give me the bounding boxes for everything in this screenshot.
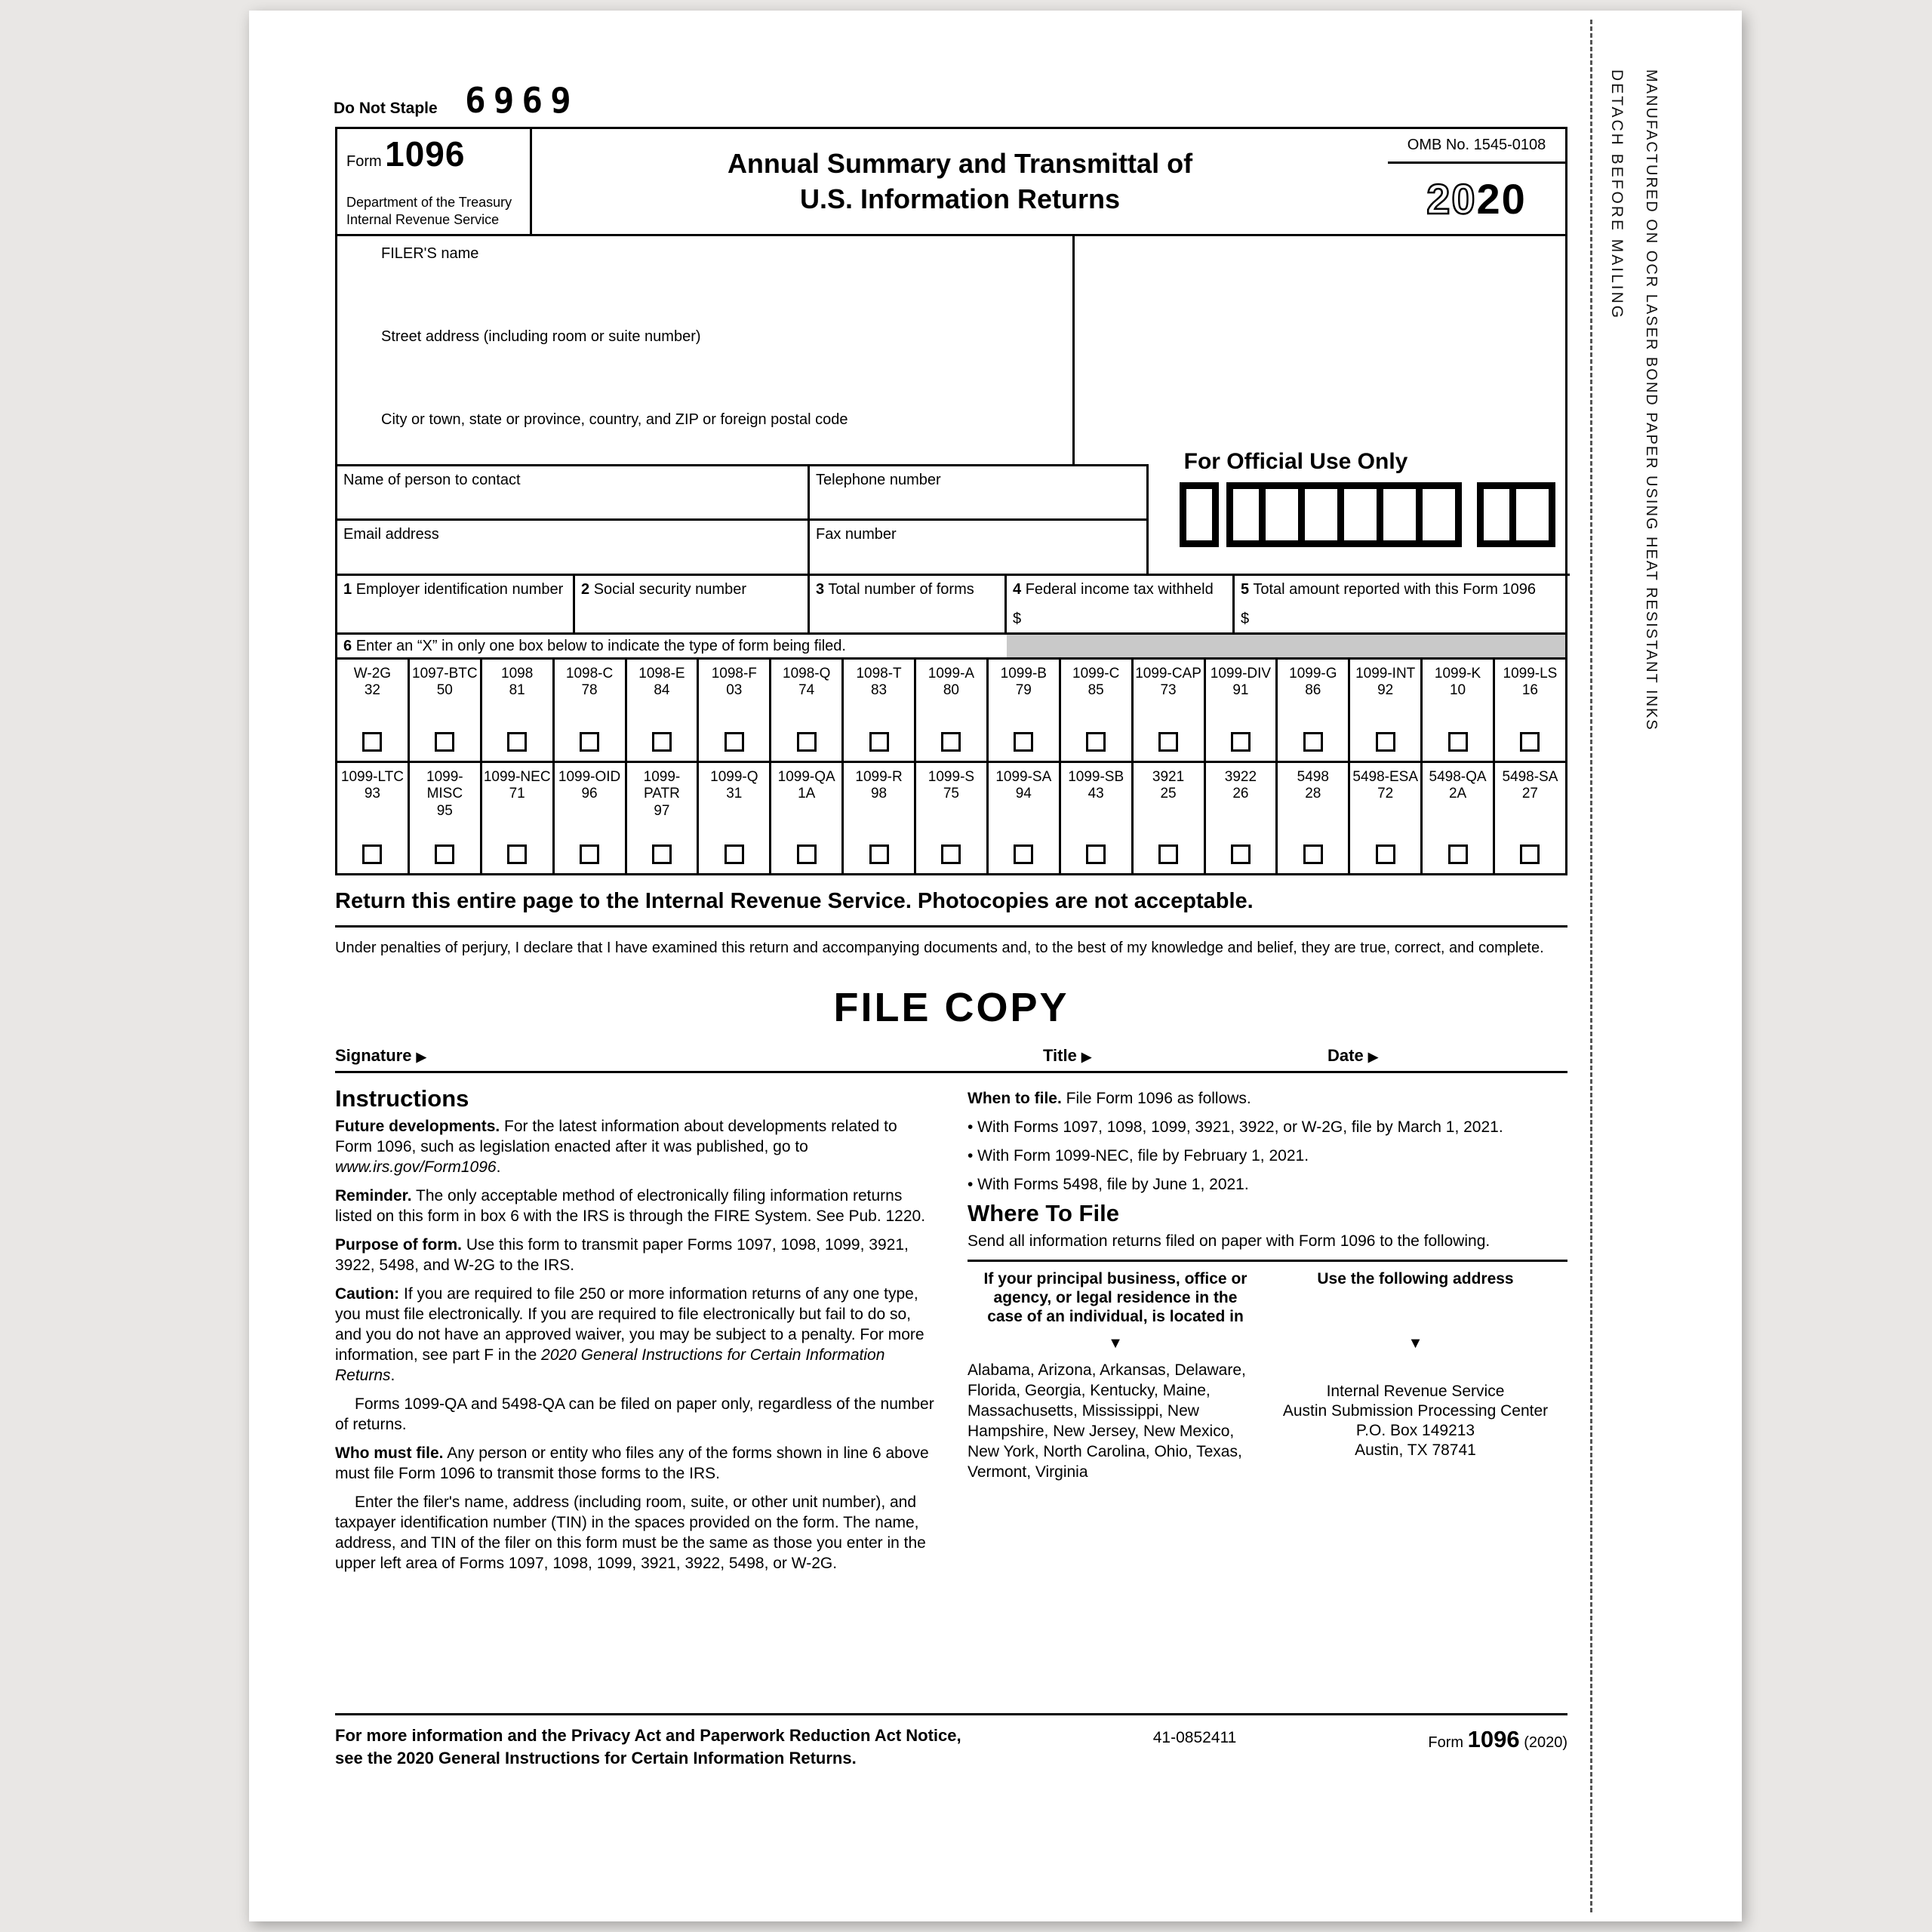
form-type-cell <box>1206 763 1278 873</box>
barcode-box <box>1180 482 1219 547</box>
barcode-pair <box>1477 482 1555 547</box>
form-type-name: 3922 <box>1224 769 1257 785</box>
filer-info-field[interactable] <box>337 236 1075 464</box>
mailing-address: Internal Revenue Service Austin Submission Processing Center P.O. Box 149213 Austin, TX 78741 <box>1282 1383 1549 1459</box>
field-2-label: Social security number <box>593 581 746 598</box>
checkbox-1098-c[interactable] <box>580 732 599 752</box>
form-type-cell <box>627 763 700 873</box>
form-type-cell <box>844 763 916 873</box>
form-type-cell <box>1206 660 1278 761</box>
form-type-name: 1098 <box>501 666 534 681</box>
checkbox-3921[interactable] <box>1158 844 1178 864</box>
form-type-code: 03 <box>726 682 743 699</box>
arrow-right-icon: ▶ <box>1367 1050 1378 1064</box>
omb-number: OMB No. 1545-0108 <box>1388 129 1565 164</box>
form-type-grid-row1 <box>337 657 1565 761</box>
form-type-name: 1099-QA <box>777 769 835 785</box>
field-5-label: Total amount reported with this Form 1096 <box>1253 581 1536 598</box>
arrow-down-icon: ▼ <box>1407 1335 1423 1352</box>
instructions-heading: Instructions <box>335 1085 469 1112</box>
checkbox-1099-sa[interactable] <box>1014 844 1033 864</box>
form-type-name: 1099-S <box>928 769 975 785</box>
form-type-cell <box>771 660 844 761</box>
paragraph-future-developments: Future developments. For the latest information about developments related to Form 1096, such as legislation enacted after it was published, go to www.irs.gov/Form1096. <box>335 1118 897 1176</box>
form-type-code: 71 <box>509 786 525 802</box>
form-word: Form <box>346 153 382 170</box>
checkbox-1099-cap[interactable] <box>1158 732 1178 752</box>
bullet-forms-w2g: • With Forms 1097, 1098, 1099, 3921, 3922, or W-2G, file by March 1, 2021. <box>968 1118 1503 1136</box>
form-type-cell <box>1495 763 1565 873</box>
email-label: Email address <box>343 526 439 543</box>
form-type-cell <box>1350 763 1423 873</box>
form-type-code: 96 <box>581 786 598 802</box>
contact-name-label: Name of person to contact <box>343 472 521 488</box>
date-label: Date ▶ <box>1327 1046 1378 1065</box>
form-type-code: 25 <box>1160 786 1177 802</box>
form-type-cell <box>410 660 482 761</box>
paragraph-enter-filer: Enter the filer's name, address (including room, suite, or other unit number), and taxpayer identification number (TIN) in the spaces provided on the form. The name, address, and TIN of the filer on this form must be the same as those you enter in the upper left area of Forms 1097, 1098, 1099, 3921, 3922, 5498, or W-2G. <box>335 1494 926 1572</box>
form-type-name: 1099-LTC <box>340 769 404 785</box>
form-type-code: 27 <box>1521 786 1538 802</box>
dollar-sign: $ <box>1241 611 1250 627</box>
form-type-code: 2A <box>1448 786 1467 802</box>
dollar-sign: $ <box>1013 611 1022 627</box>
form-type-name: 1099-SB <box>1068 769 1124 785</box>
checkbox-1099-q[interactable] <box>724 844 744 864</box>
form-type-name: 5498-SA <box>1502 769 1558 785</box>
form-type-name: 3921 <box>1152 769 1185 785</box>
field-6-number: 6 <box>343 638 352 654</box>
form-type-code: 1A <box>798 786 816 802</box>
checkbox-1099-int[interactable] <box>1376 732 1395 752</box>
bullet-1099-nec: • With Form 1099-NEC, file by February 1, 2021. <box>968 1147 1309 1164</box>
paragraph-when-to-file: When to file. File Form 1096 as follows. <box>968 1090 1251 1107</box>
where-to-file-heading: Where To File <box>968 1200 1119 1226</box>
omb-year-block <box>1388 129 1565 234</box>
signature-line[interactable] <box>335 1040 1567 1073</box>
paragraph-qa-paper: Forms 1099-QA and 5498-QA can be filed on paper only, regardless of the number of returns. <box>335 1395 934 1433</box>
checkbox-1098[interactable] <box>507 732 527 752</box>
form-type-cell <box>627 660 700 761</box>
form-type-code: 91 <box>1232 682 1249 699</box>
form-type-cell <box>1495 660 1565 761</box>
checkbox-w2g[interactable] <box>362 732 382 752</box>
detach-before-mailing-text: DETACH BEFORE MAILING <box>1608 69 1626 321</box>
contact-name-field[interactable] <box>337 464 810 518</box>
form-type-name: 1098-T <box>856 666 902 681</box>
form-type-code: 85 <box>1088 682 1104 699</box>
bullet-5498: • With Forms 5498, file by June 1, 2021. <box>968 1176 1249 1193</box>
form-type-code: 72 <box>1377 786 1394 802</box>
form-type-cell <box>1061 763 1134 873</box>
do-not-staple-label: Do Not Staple <box>334 100 438 117</box>
divider <box>335 925 1567 928</box>
form-type-name: 1098-C <box>565 666 614 681</box>
form-title <box>532 129 1388 234</box>
form-type-cell <box>337 763 410 873</box>
field-2-number: 2 <box>581 581 590 598</box>
checkbox-1098-e[interactable] <box>652 732 672 752</box>
signature-label: Signature ▶ <box>335 1046 426 1065</box>
form-type-name: 1099-INT <box>1355 666 1416 681</box>
form-type-name: 1099-LS <box>1503 666 1558 681</box>
paragraph-send-returns: Send all information returns filed on paper with Form 1096 to the following. <box>968 1232 1491 1250</box>
fax-label: Fax number <box>816 526 897 543</box>
states-list: Alabama, Arizona, Arkansas, Delaware, Florida, Georgia, Kentucky, Maine, Massachusetts, Mississippi, New Hampshire, New Jersey, New Mexico, New York, North Carolina, Ohio, Texas, Vermont, Virginia <box>968 1361 1246 1481</box>
form-type-cell <box>482 763 555 873</box>
field-1-number: 1 <box>343 581 352 598</box>
form-footer <box>335 1713 1567 1769</box>
form-type-name: 1097-BTC <box>412 666 478 681</box>
form-type-name: 1099-PATR <box>643 769 681 802</box>
tax-year-outline: 20 <box>1426 175 1477 223</box>
field-5-number: 5 <box>1241 581 1250 598</box>
field-3-number: 3 <box>816 581 825 598</box>
form-type-cell <box>844 660 916 761</box>
form-type-cell <box>916 660 989 761</box>
form-type-code: 50 <box>436 682 453 699</box>
ein-field[interactable] <box>337 574 575 632</box>
checkbox-1099-s[interactable] <box>941 844 961 864</box>
tax-year <box>1388 164 1565 234</box>
checkbox-3922[interactable] <box>1231 844 1251 864</box>
tax-year-bold: 20 <box>1476 175 1527 223</box>
checkbox-1099-a[interactable] <box>941 732 961 752</box>
form-type-name: 1099-OID <box>558 769 621 785</box>
form-type-name: 5498 <box>1297 769 1329 785</box>
checkbox-1099-ltc[interactable] <box>362 844 382 864</box>
checkbox-1099-nec[interactable] <box>507 844 527 864</box>
form-type-name: 5498-QA <box>1429 769 1487 785</box>
checkbox-1099-c[interactable] <box>1086 732 1106 752</box>
form-type-name: 1099-B <box>1000 666 1047 681</box>
form-type-cell <box>1350 660 1423 761</box>
form-type-code: 28 <box>1305 786 1321 802</box>
paragraph-who-must-file: Who must file. Any person or entity who files any of the forms shown in line 6 above must file Form 1096 to transmit those forms to the IRS. <box>335 1444 929 1482</box>
form-type-cell <box>771 763 844 873</box>
form-1096-box <box>335 127 1567 875</box>
form-type-code: 32 <box>364 682 380 699</box>
form-type-code: 43 <box>1088 786 1104 802</box>
catalog-number: 41-0852411 <box>1152 1729 1237 1746</box>
checkbox-1099-b[interactable] <box>1014 732 1033 752</box>
form-type-cell <box>699 660 771 761</box>
checkbox-1099-sb[interactable] <box>1086 844 1106 864</box>
form-type-code: 98 <box>870 786 888 802</box>
form-type-name: 1099-NEC <box>483 769 551 785</box>
filer-name-label: FILER'S name <box>381 245 479 262</box>
form-type-code: 86 <box>1305 682 1321 699</box>
form-type-name: 1098-E <box>638 666 685 681</box>
form-type-code: 92 <box>1377 682 1394 699</box>
form-type-name: 5498-ESA <box>1352 769 1418 785</box>
form-type-name: 1099-DIV <box>1210 666 1272 681</box>
checkbox-1098-q[interactable] <box>797 732 817 752</box>
form-number-block <box>337 129 532 234</box>
form-type-cell <box>1423 660 1495 761</box>
form-type-cell <box>337 660 410 761</box>
total-forms-field[interactable] <box>810 574 1007 632</box>
form-title-line1: Annual Summary and Transmittal of <box>727 147 1193 179</box>
arrow-down-icon: ▼ <box>1108 1335 1123 1352</box>
paragraph-reminder: Reminder. The only acceptable method of electronically filing information returns listed on this form in box 6 with the IRS is through the FIRE System. See Pub. 1220. <box>335 1187 926 1225</box>
checkbox-1099-k[interactable] <box>1448 732 1468 752</box>
table-header-use-address: Use the following address <box>1317 1270 1514 1287</box>
form-type-cell <box>555 763 627 873</box>
checkbox-5498-esa[interactable] <box>1376 844 1395 864</box>
form-type-cell <box>482 660 555 761</box>
arrow-right-icon: ▶ <box>1081 1050 1092 1064</box>
return-notice: Return this entire page to the Internal Revenue Service. Photocopies are not acceptable. <box>335 889 1254 913</box>
form-type-cell <box>1134 660 1206 761</box>
telephone-field[interactable] <box>810 464 1149 518</box>
ocr-scan-code: 6969 <box>465 80 579 121</box>
title-label: Title ▶ <box>1043 1046 1092 1065</box>
department-line1: Department of the Treasury <box>346 195 512 210</box>
form-type-code: 93 <box>364 786 380 802</box>
form-type-name: W-2G <box>353 666 392 681</box>
official-use-only-label: For Official Use Only <box>1183 449 1408 474</box>
checkbox-5498[interactable] <box>1303 844 1323 864</box>
form-type-cell <box>699 763 771 873</box>
field-4-label: Federal income tax withheld <box>1025 581 1214 598</box>
form-title-line2: U.S. Information Returns <box>799 183 1121 214</box>
street-address-label: Street address (including room or suite number) <box>381 328 701 345</box>
form-type-name: 1099-Q <box>710 769 758 785</box>
form-type-code: 81 <box>509 682 525 699</box>
checkbox-1098-t[interactable] <box>869 732 889 752</box>
form-type-name: 1099-MISC <box>426 769 463 802</box>
checkbox-1099-qa[interactable] <box>797 844 817 864</box>
form-type-cell <box>410 763 482 873</box>
checkbox-1099-r[interactable] <box>869 844 889 864</box>
tax-withheld-field[interactable] <box>1007 574 1235 632</box>
city-state-zip-label: City or town, state or province, country, and ZIP or foreign postal code <box>381 411 848 428</box>
form-type-code: 94 <box>1015 786 1032 802</box>
checkbox-1099-ls[interactable] <box>1520 732 1540 752</box>
form-type-name: 1098-Q <box>783 666 831 681</box>
checkbox-1099-oid[interactable] <box>580 844 599 864</box>
form-type-code: 84 <box>654 682 670 699</box>
checkbox-1098-f[interactable] <box>724 732 744 752</box>
checkbox-1099-div[interactable] <box>1231 732 1251 752</box>
form-type-name: 1099-A <box>928 666 975 681</box>
form-type-code: 78 <box>581 682 598 699</box>
total-amount-field[interactable] <box>1235 574 1570 632</box>
form-type-cell <box>1061 660 1134 761</box>
email-field[interactable] <box>337 518 810 574</box>
perforation-line <box>1590 20 1592 1912</box>
field-4-number: 4 <box>1013 581 1022 598</box>
privacy-act-notice: For more information and the Privacy Act and Paperwork Reduction Act Notice, see the 2020 General Instructions for Certain Information Returns. <box>335 1726 961 1767</box>
telephone-label: Telephone number <box>816 472 941 488</box>
form-type-cell <box>989 763 1061 873</box>
instructions-column-right <box>968 1088 1567 1482</box>
paragraph-purpose: Purpose of form. Use this form to transmit paper Forms 1097, 1098, 1099, 3921, 3922, 5498, and W-2G to the IRS. <box>335 1236 909 1274</box>
form-type-cell <box>989 660 1061 761</box>
form-type-code: 74 <box>798 682 815 699</box>
form-type-code: 75 <box>943 786 959 802</box>
checkbox-5498-sa[interactable] <box>1520 844 1540 864</box>
form-type-name: 1099-K <box>1434 666 1481 681</box>
field-1-label: Employer identification number <box>355 581 564 598</box>
form-type-code: 79 <box>1015 682 1032 699</box>
form-type-name: 1099-SA <box>995 769 1052 785</box>
barcode-group <box>1226 482 1462 547</box>
instructions-column-left <box>335 1085 937 1582</box>
form-type-name: 1099-R <box>855 769 903 785</box>
form-type-code: 73 <box>1160 682 1177 699</box>
arrow-right-icon: ▶ <box>416 1050 426 1064</box>
form-number: 1096 <box>385 134 466 174</box>
table-header-located-in: If your principal business, office or agency, or legal residence in the case of an individual, is located in <box>983 1270 1247 1325</box>
checkbox-1097-btc[interactable] <box>435 732 454 752</box>
form-type-code: 16 <box>1521 682 1538 699</box>
official-use-barcode <box>1180 482 1555 547</box>
footer-form-id: Form 1096 (2020) <box>1428 1726 1567 1752</box>
irs-url: www.irs.gov/Form1096 <box>335 1158 497 1176</box>
form-type-cell <box>1278 763 1350 873</box>
form-type-code: 97 <box>654 802 670 819</box>
form-type-name: 1098-F <box>711 666 757 681</box>
ssn-field[interactable] <box>575 574 810 632</box>
form-sheet <box>249 11 1742 1921</box>
checkbox-1099-g[interactable] <box>1303 732 1323 752</box>
form-type-code: 80 <box>943 682 959 699</box>
paragraph-caution: Caution: If you are required to file 250 or more information returns of any one type, you must file electronically. If you are required to file electronically but fail to do so, and you do not have an approved waiver, you may be subject to a penalty. For more information, see part F in the 2020 General Instructions for Certain Information Returns. <box>335 1285 924 1384</box>
field-6-label: Enter an “X” in only one box below to indicate the type of form being filed. <box>355 638 846 654</box>
department-line2: Internal Revenue Service <box>346 211 500 227</box>
form-type-cell <box>1423 763 1495 873</box>
file-copy-stamp: FILE COPY <box>833 985 1069 1030</box>
manufactured-edge-text: MANUFACTURED ON OCR LASER BOND PAPER USING HEAT RESISTANT INKS <box>1643 69 1660 731</box>
form-type-name: 1099-G <box>1289 666 1337 681</box>
box-6-row <box>337 632 1565 657</box>
form-type-cell <box>1134 763 1206 873</box>
form-type-code: 83 <box>870 682 888 699</box>
field-3-label: Total number of forms <box>828 581 974 598</box>
form-type-code: 26 <box>1232 786 1249 802</box>
form-type-cell <box>555 660 627 761</box>
checkbox-1099-patr[interactable] <box>652 844 672 864</box>
checkbox-5498-qa[interactable] <box>1448 844 1468 864</box>
fax-field[interactable] <box>810 518 1149 574</box>
form-type-code: 10 <box>1449 682 1466 699</box>
form-header <box>337 129 1565 236</box>
form-type-cell <box>916 763 989 873</box>
form-type-code: 95 <box>436 802 453 819</box>
form-type-code: 31 <box>726 786 743 802</box>
form-type-name: 1099-C <box>1072 666 1120 681</box>
form-type-grid-row2 <box>337 761 1565 873</box>
perjury-statement: Under penalties of perjury, I declare that I have examined this return and accompanying documents and, to the best of my knowledge and belief, they are true, correct, and complete. <box>335 940 1544 956</box>
where-to-file-table <box>968 1260 1567 1482</box>
form-type-name: 1099-CAP <box>1135 666 1201 681</box>
form-type-cell <box>1278 660 1350 761</box>
checkbox-1099-misc[interactable] <box>435 844 454 864</box>
